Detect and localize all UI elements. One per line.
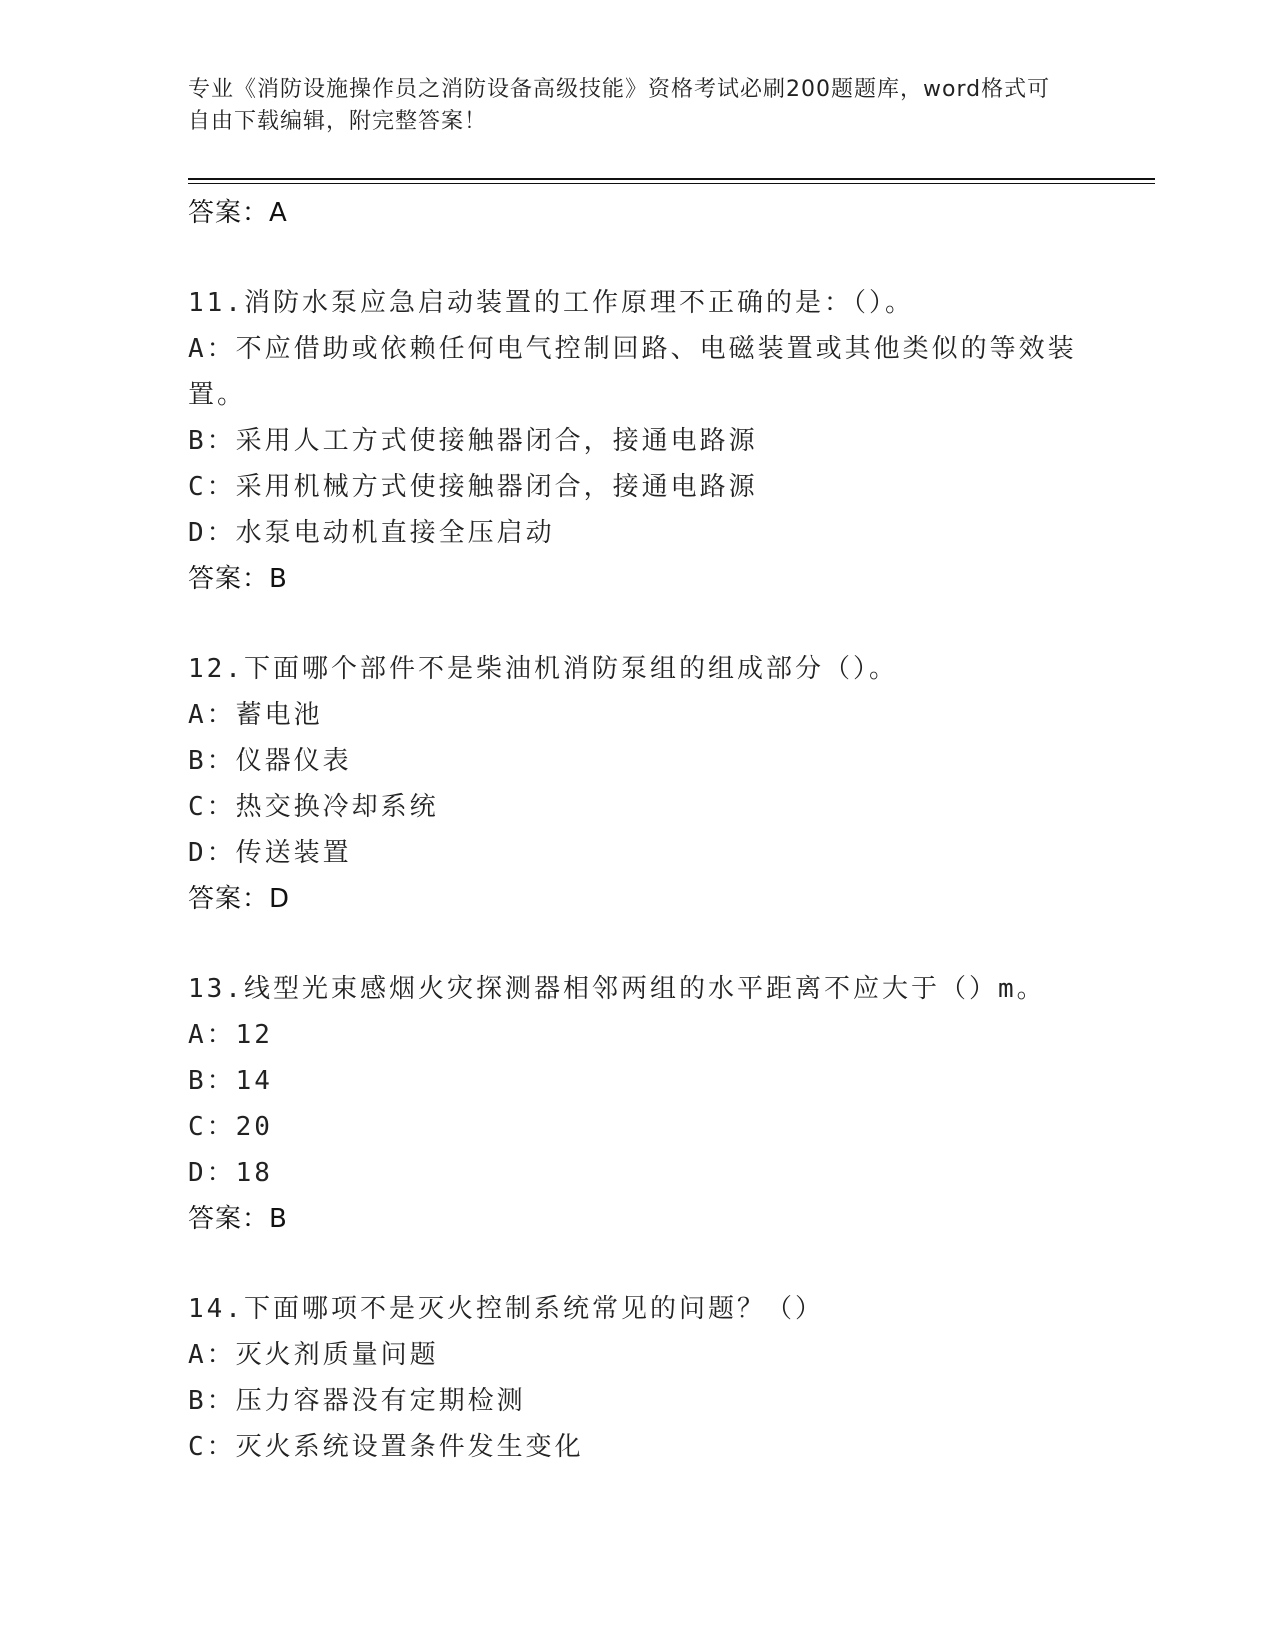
- option-b: B：采用人工方式使接触器闭合，接通电路源: [188, 426, 758, 456]
- question-12: [188, 646, 1138, 922]
- answer-line: 答案：B: [188, 1204, 288, 1234]
- document-header: 专业《消防设施操作员之消防设备高级技能》资格考试必刷200题题库，word格式可自由下载编辑，附完整答案！: [188, 77, 1051, 134]
- option-b: B：14: [188, 1066, 273, 1096]
- option-c: C：热交换冷却系统: [188, 792, 439, 822]
- option-c: C：灭火系统设置条件发生变化: [188, 1432, 584, 1462]
- option-a: A：不应借助或依赖任何电气控制回路、电磁装置或其他类似的等效装置。: [188, 334, 1077, 410]
- option-d: D：传送装置: [188, 838, 352, 868]
- answer-line: 答案：D: [188, 884, 291, 914]
- question-text: 13.线型光束感烟火灾探测器相邻两组的水平距离不应大于（）m。: [188, 974, 1046, 1004]
- option-d: D：18: [188, 1158, 273, 1188]
- question-text: 11.消防水泵应急启动装置的工作原理不正确的是：（）。: [188, 288, 914, 318]
- question-text: 12.下面哪个部件不是柴油机消防泵组的组成部分（）。: [188, 654, 898, 684]
- question-14: [188, 1286, 1138, 1470]
- option-a: A：12: [188, 1020, 273, 1050]
- answer-line: 答案：B: [188, 564, 288, 594]
- option-b: B：仪器仪表: [188, 746, 352, 776]
- question-list: [188, 190, 1138, 1470]
- question-text: 14.下面哪项不是灭火控制系统常见的问题？（）: [188, 1294, 824, 1324]
- answer-line: 答案：A: [188, 198, 288, 228]
- question-13: [188, 966, 1138, 1242]
- option-b: B：压力容器没有定期检测: [188, 1386, 526, 1416]
- question-11: [188, 280, 1138, 602]
- option-c: C：采用机械方式使接触器闭合，接通电路源: [188, 472, 758, 502]
- option-a: A：灭火剂质量问题: [188, 1340, 439, 1370]
- option-d: D：水泵电动机直接全压启动: [188, 518, 555, 548]
- header-divider-thin: [188, 183, 1155, 184]
- option-a: A：蓄电池: [188, 700, 323, 730]
- header-divider-thick: [188, 178, 1155, 180]
- option-c: C：20: [188, 1112, 273, 1142]
